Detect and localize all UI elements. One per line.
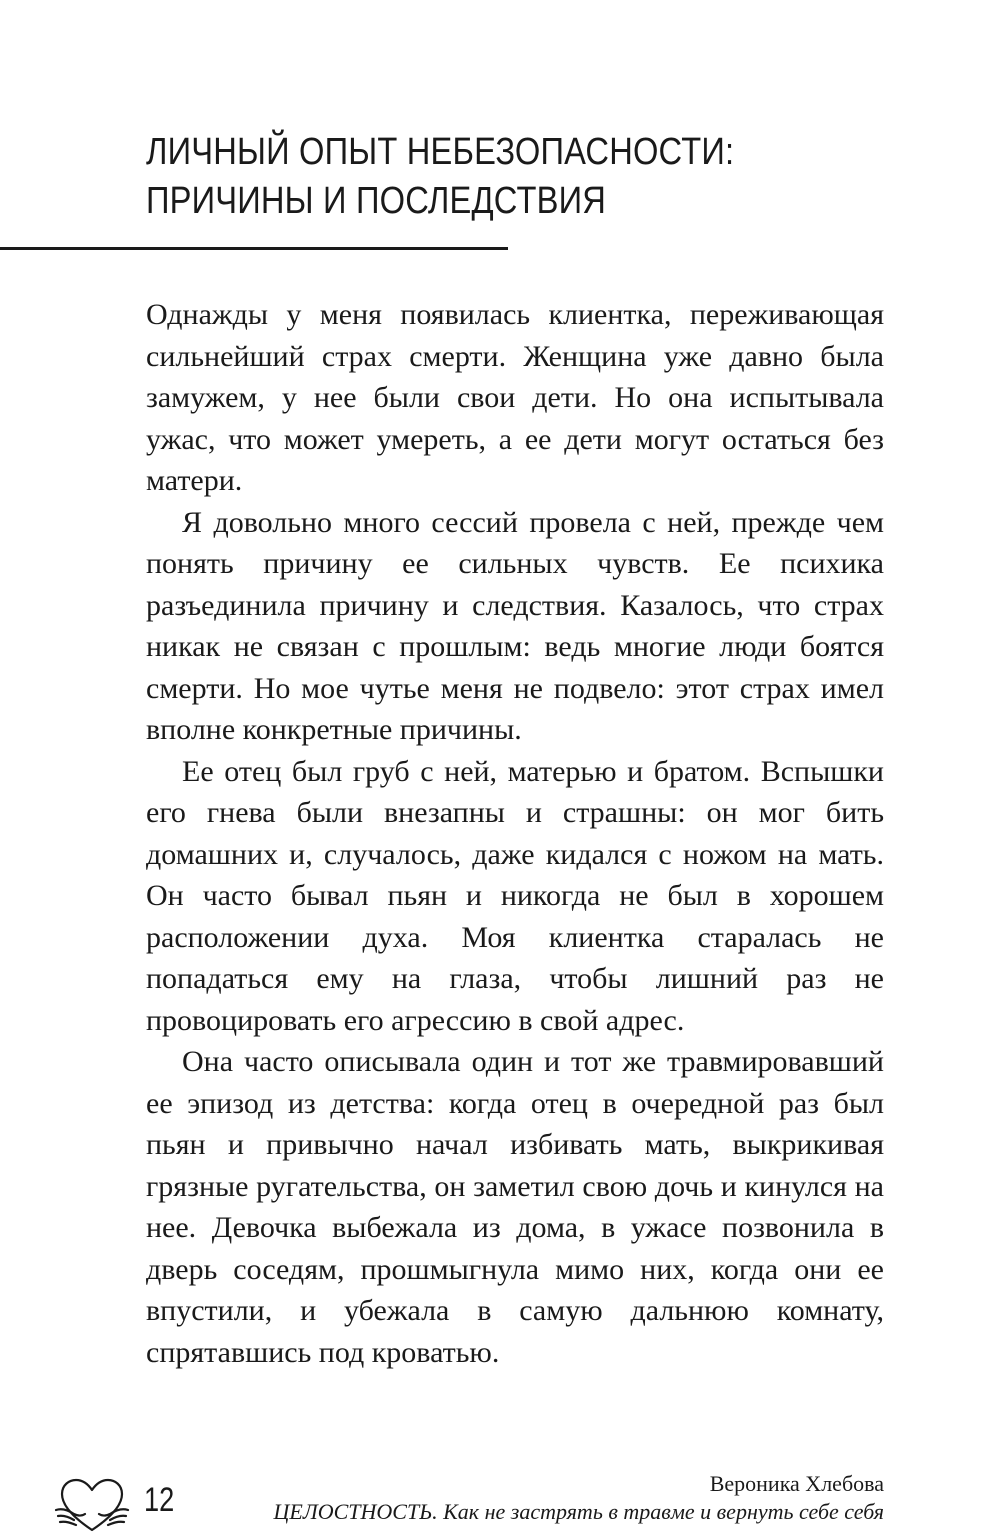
paragraph: Ее отец был груб с ней, матерью и братом. Вспышки его гнева были внезапны и страшны: он мог бить домашних и, случалось, даже кидался с ножом на мать. Он часто бывал пьян и никогда не был в хорошем расположении духа. Моя клиентка старалась не попадаться ему на глаза, чтобы лишний раз не провоцировать его агрессию в свой адрес. xyxy=(146,754,884,1037)
page-number: 12 xyxy=(144,1481,175,1519)
chapter-title xyxy=(146,128,800,226)
heart-hands-icon xyxy=(52,1474,132,1538)
paragraph: Однажды у меня появилась клиентка, переживающая сильнейший страх смерти. Женщина уже давно была замужем, у нее были свои дети. Но она испытывала ужас, что может умереть, а ее дети могут остаться без матери. xyxy=(146,298,884,497)
paragraph: Я довольно много сессий провела с ней, прежде чем понять причину ее сильных чувств. Ее психика разъединила причину и следствия. Казалось, что страх никак не связан с прошлым: ведь многие люди боятся смерти. Но мое чутье меня не подвело: этот страх имел вполне конкретные причины. xyxy=(146,505,884,746)
footer-book-title: ЦЕЛОСТНОСТЬ. Как не застрять в травме и вернуть себе себя xyxy=(273,1499,884,1524)
footer-author: Вероника Хлебова xyxy=(709,1471,884,1496)
chapter-title-line-1: ЛИЧНЫЙ ОПЫТ НЕБЕЗОПАСНОСТИ: xyxy=(146,131,735,173)
body-text xyxy=(146,294,884,1373)
running-footer xyxy=(274,1470,885,1526)
paragraph: Она часто описывала один и тот же травмировавший ее эпизод из детства: когда отец в очередной раз был пьян и привычно начал избивать мать, выкрикивая грязные ругательства, он заметил свою дочь и кинулся на нее. Девочка выбежала из дома, в ужасе позвонила в дверь соседям, прошмыгнула мимо них, когда они ее впустили, и убежала в самую дальнюю комнату, спрятавшись под кроватью. xyxy=(146,1045,884,1369)
chapter-title-line-2: ПРИЧИНЫ И ПОСЛЕДСТВИЯ xyxy=(146,180,607,222)
title-divider xyxy=(0,247,508,250)
